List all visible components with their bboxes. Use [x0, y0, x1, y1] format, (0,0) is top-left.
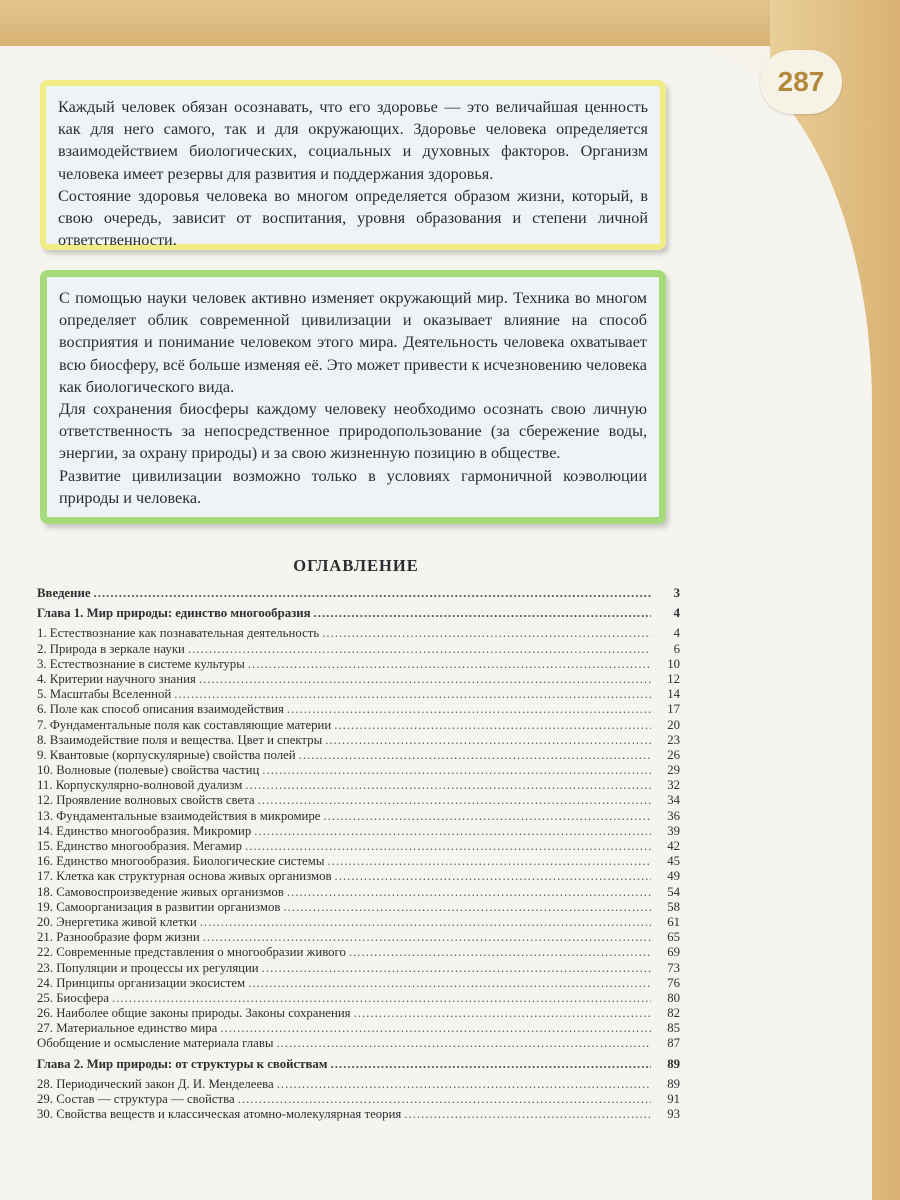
- toc-entry-title: 25. Биосфера: [37, 990, 109, 1005]
- toc-entry-page: 65: [667, 930, 680, 945]
- toc-dot-leader: [283, 900, 651, 915]
- summary-paragraph: С помощью науки человек активно изменяет окружающий мир. Техника во многом определяет облик современной цивилизации и оказывает влияние на способ восприятия и понимание человеком этого мира. Деятельность человека охватывает всю биосферу, всё больше изменяя её. Это может привести к исчезновению человека как биологического вида.: [59, 289, 647, 396]
- toc-dot-leader: [262, 763, 651, 778]
- toc-dot-leader: [238, 1092, 651, 1107]
- toc-entry-page: 45: [667, 854, 680, 869]
- toc-dot-leader: [354, 1006, 651, 1021]
- toc-entry: [37, 824, 680, 839]
- toc-entry-title: 30. Свойства веществ и классическая атомно-молекулярная теория: [37, 1107, 402, 1122]
- toc-entry: [37, 961, 680, 976]
- toc-entry: [37, 1006, 680, 1021]
- toc-entry-page: 85: [667, 1021, 680, 1036]
- toc-entry-page: 89: [667, 1076, 680, 1091]
- toc-dot-leader: [287, 885, 651, 900]
- toc-entry-title: 15. Единство многообразия. Мегамир: [37, 839, 243, 853]
- summary-paragraph: Для сохранения биосферы каждому человеку необходимо осознать свою личную ответственность за непосредственное природопользование (за сбережение воды, энергии, за охрану природы) и за свою жизненную позицию в обществе.: [59, 400, 647, 463]
- toc-entry-title: 2. Природа в зеркале науки: [37, 641, 185, 656]
- toc-entry-title: 24. Принципы организации экосистем: [37, 975, 246, 990]
- toc-entry: [37, 930, 680, 945]
- toc-dot-leader: [200, 915, 651, 930]
- toc-entry-page: 20: [667, 717, 680, 732]
- toc-chapter-entry: [37, 1057, 680, 1072]
- toc-dot-leader: [262, 961, 651, 976]
- toc-entry-title: 9. Квантовые (корпускулярные) свойства полей: [37, 747, 296, 762]
- toc-dot-leader: [245, 839, 651, 854]
- toc-entry-title: 22. Современные представления о многообразии живого: [37, 945, 346, 960]
- toc-entry-title: 13. Фундаментальные взаимодействия в микромире: [37, 808, 321, 823]
- toc-entry-page: 93: [667, 1107, 680, 1122]
- toc-dot-leader: [112, 991, 651, 1006]
- toc-dot-leader: [277, 1077, 651, 1092]
- toc-dot-leader: [258, 793, 651, 808]
- toc-entry-page: 4: [673, 626, 680, 641]
- toc-entry: [37, 1077, 680, 1092]
- toc-dot-leader: [322, 626, 651, 641]
- toc-entry: [37, 793, 680, 808]
- toc-dot-leader: [334, 718, 651, 733]
- toc-entry-page: 49: [667, 869, 680, 884]
- toc-entry: [37, 1107, 680, 1122]
- toc-entry: [37, 854, 680, 869]
- toc-entry-title: 12. Проявление волновых свойств света: [37, 793, 255, 808]
- toc-entry: [37, 718, 680, 733]
- toc-dot-leader: [199, 672, 651, 687]
- toc-dot-leader: [203, 930, 651, 945]
- toc-entry-title: Глава 1. Мир природы: единство многообразия: [37, 606, 311, 621]
- toc-entry-page: 6: [673, 641, 680, 656]
- page-top-band: [0, 0, 900, 46]
- toc-entry-title: 20. Энергетика живой клетки: [37, 914, 197, 929]
- toc-entry-title: 10. Волновые (полевые) свойства частиц: [37, 763, 260, 778]
- toc-entry: [37, 869, 680, 884]
- page-number: 287: [760, 50, 842, 114]
- toc-entry-page: 14: [667, 687, 680, 702]
- toc-entry-page: 80: [667, 990, 680, 1005]
- toc-dot-leader: [349, 945, 651, 960]
- toc-dot-leader: [188, 642, 651, 657]
- toc-entry: [37, 885, 680, 900]
- toc-entry: [37, 687, 680, 702]
- toc-dot-leader: [174, 687, 651, 702]
- toc-entry-page: 36: [667, 808, 680, 823]
- toc-entry-page: 89: [667, 1056, 680, 1071]
- table-of-contents: [37, 586, 680, 1122]
- toc-entry-title: 14. Единство многообразия. Микромир: [37, 823, 252, 838]
- toc-entry-title: 5. Масштабы Вселенной: [37, 687, 172, 702]
- toc-entry-page: 3: [673, 586, 680, 600]
- toc-dot-leader: [248, 976, 651, 991]
- toc-entry-title: Обобщение и осмысление материала главы: [37, 1036, 274, 1051]
- toc-entry-title: 28. Периодический закон Д. И. Менделеева: [37, 1076, 274, 1091]
- toc-entry-title: 1. Естествознание как познавательная деятельность: [37, 626, 320, 641]
- toc-entry: [37, 733, 680, 748]
- toc-dot-leader: [245, 778, 651, 793]
- toc-entry-page: 73: [667, 960, 680, 975]
- summary-paragraph: Развитие цивилизации возможно только в условиях гармоничной коэволюции природы и человека.: [59, 466, 647, 507]
- toc-entry-title: Введение: [37, 586, 91, 600]
- toc-heading: ОГЛАВЛЕНИЕ: [293, 556, 419, 575]
- toc-entry-page: 4: [673, 606, 680, 621]
- toc-dot-leader: [220, 1021, 651, 1036]
- toc-dot-leader: [299, 748, 651, 763]
- toc-entry-page: 82: [667, 1006, 680, 1021]
- toc-entry: [37, 702, 680, 717]
- toc-dot-leader: [314, 606, 651, 621]
- toc-entry-page: 91: [667, 1092, 680, 1106]
- toc-entry: [37, 763, 680, 778]
- toc-entry-page: 69: [667, 945, 680, 960]
- toc-entry-title: 23. Популяции и процессы их регуляции: [37, 960, 259, 975]
- toc-entry-page: 58: [667, 899, 680, 914]
- toc-dot-leader: [323, 809, 651, 824]
- toc-entry-title: 11. Корпускулярно-волновой дуализм: [37, 778, 243, 793]
- toc-dot-leader: [254, 824, 651, 839]
- toc-entry-page: 87: [667, 1036, 680, 1051]
- toc-entry: [37, 626, 680, 641]
- toc-entry: [37, 915, 680, 930]
- summary-paragraph: Каждый человек обязан осознавать, что его здоровье — это величайшая ценность как для него самого, так и для окружающих. Здоровье человека определяется взаимодействием биологических, социальных и духовных факторов. Организм человека имеет резервы для развития и поддержания здоровья.: [58, 98, 648, 183]
- toc-entry: [37, 976, 680, 991]
- toc-entry: [37, 809, 680, 824]
- toc-entry: [37, 1036, 680, 1051]
- toc-entry-page: 54: [667, 884, 680, 899]
- toc-entry: [37, 1092, 680, 1107]
- toc-entry-title: 16. Единство многообразия. Биологические системы: [37, 854, 325, 869]
- toc-entry-title: 7. Фундаментальные поля как составляющие материи: [37, 717, 332, 732]
- toc-entry-title: 27. Материальное единство мира: [37, 1021, 218, 1036]
- toc-entry-title: 17. Клетка как структурная основа живых организмов: [37, 869, 332, 884]
- toc-entry-title: 21. Разнообразие форм жизни: [37, 930, 200, 945]
- toc-entry: [37, 1021, 680, 1036]
- summary-box-science: [40, 270, 666, 524]
- toc-entry: [37, 839, 680, 854]
- summary-paragraph: Состояние здоровья человека во многом определяется образом жизни, который, в свою очередь, зависит от воспитания, уровня образования и степени личной ответственности.: [58, 186, 648, 250]
- toc-dot-leader: [327, 854, 651, 869]
- toc-entry-title: 3. Естествознание в системе культуры: [37, 656, 245, 671]
- toc-entry-page: 76: [667, 975, 680, 990]
- toc-dot-leader: [248, 657, 651, 672]
- toc-dot-leader: [287, 702, 651, 717]
- toc-entry-page: 17: [667, 702, 680, 717]
- toc-entry-page: 12: [667, 671, 680, 686]
- toc-dot-leader: [94, 586, 651, 601]
- toc-entry: [37, 900, 680, 915]
- toc-entry: [37, 748, 680, 763]
- toc-dot-leader: [404, 1107, 651, 1122]
- toc-entry-title: 29. Состав — структура — свойства: [37, 1092, 235, 1106]
- toc-entry-title: 6. Поле как способ описания взаимодействия: [37, 702, 284, 717]
- toc-entry: [37, 945, 680, 960]
- toc-entry-page: 34: [667, 793, 680, 808]
- toc-dot-leader: [325, 733, 651, 748]
- toc-entry-page: 32: [667, 778, 680, 793]
- toc-entry-title: 26. Наиболее общие законы природы. Законы сохранения: [37, 1006, 351, 1021]
- toc-chapter-entry: [37, 586, 680, 601]
- toc-entry-title: 4. Критерии научного знания: [37, 671, 196, 686]
- toc-dot-leader: [276, 1036, 651, 1051]
- toc-entry-page: 61: [667, 914, 680, 929]
- toc-entry: [37, 991, 680, 1006]
- summary-box-health: [40, 80, 666, 250]
- toc-entry-page: 23: [667, 732, 680, 747]
- toc-entry-title: 8. Взаимодействие поля и вещества. Цвет и спектры: [37, 732, 323, 747]
- toc-entry-page: 29: [667, 763, 680, 778]
- toc-entry-page: 39: [667, 823, 680, 838]
- toc-entry-title: 18. Самовоспроизведение живых организмов: [37, 884, 284, 899]
- toc-entry-page: 10: [667, 656, 680, 671]
- toc-entry: [37, 778, 680, 793]
- toc-entry-page: 26: [667, 747, 680, 762]
- toc-dot-leader: [335, 869, 651, 884]
- toc-entry: [37, 672, 680, 687]
- toc-entry-title: Глава 2. Мир природы: от структуры к свойствам: [37, 1056, 328, 1071]
- toc-dot-leader: [331, 1057, 651, 1072]
- toc-entry-page: 42: [667, 839, 680, 853]
- toc-entry: [37, 657, 680, 672]
- toc-chapter-entry: [37, 606, 680, 621]
- toc-entry: [37, 642, 680, 657]
- toc-entry-title: 19. Самоорганизация в развитии организмов: [37, 899, 281, 914]
